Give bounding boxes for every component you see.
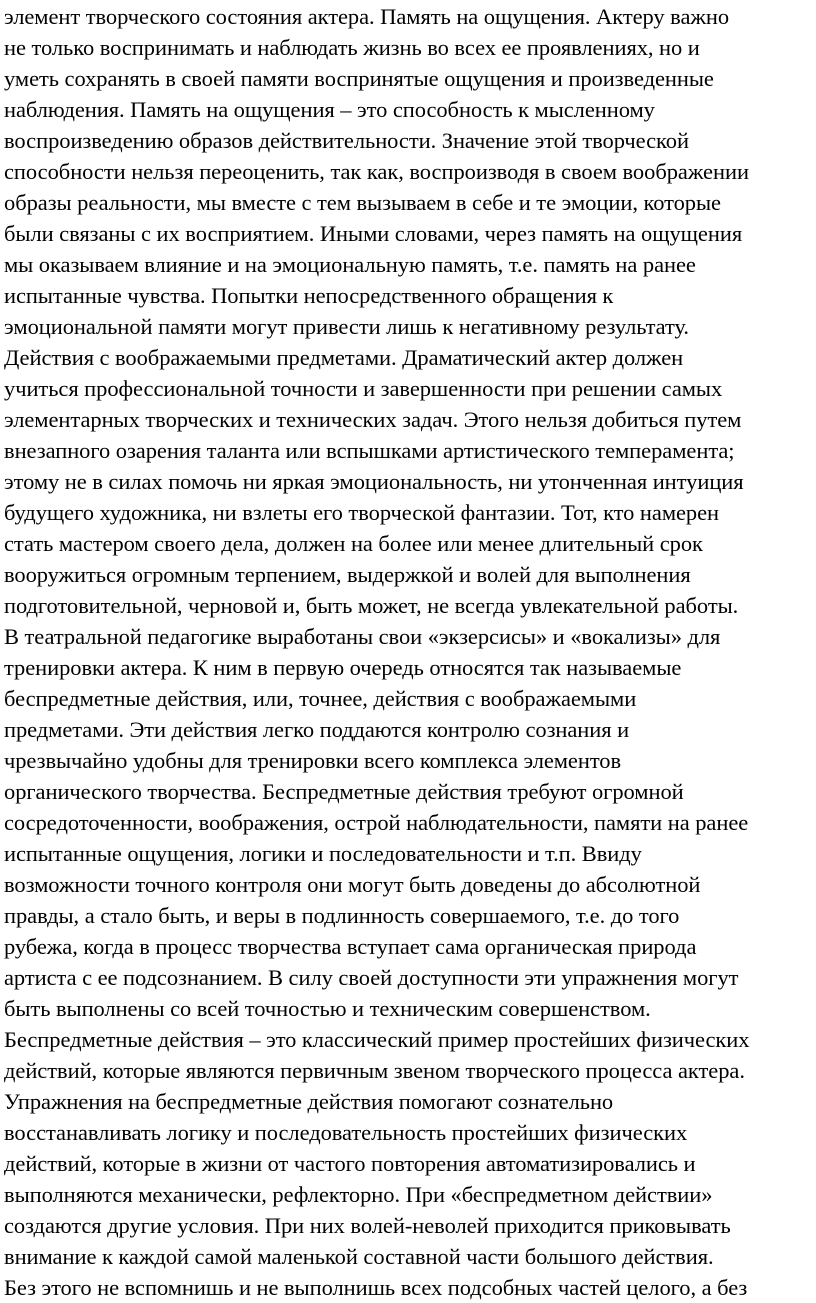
text-line: элементарных творческих и технических задач. Этого нельзя добиться путем [4,407,742,432]
text-line: действий, которые в жизни от частого повторения автоматизировались и [4,1151,696,1176]
text-line: артиста с ее подсознанием. В силу своей доступности эти упражнения могут [4,965,739,990]
text-line: рубежа, когда в процесс творчества вступает сама органическая природа [4,934,697,959]
text-line: этому не в силах помочь ни яркая эмоциональность, ни утонченная интуиция [4,469,744,494]
text-line: эмоциональной памяти могут привести лишь к негативному результату. [4,314,689,339]
text-line: внимание к каждой самой маленькой составной части большого действия. [4,1244,714,1269]
text-line: подготовительной, черновой и, быть может, не всегда увлекательной работы. [4,593,739,618]
text-line: испытанные чувства. Попытки непосредственного обращения к [4,283,614,308]
text-line: будущего художника, ни взлеты его творческой фантазии. Тот, кто намерен [4,500,720,525]
text-line: органического творчества. Беспредметные действия требуют огромной [4,779,684,804]
text-line: вооружиться огромным терпением, выдержкой и волей для выполнения [4,562,691,587]
text-line: предметами. Эти действия легко поддаются контролю сознания и [4,717,630,742]
text-line: не только воспринимать и наблюдать жизнь во всех ее проявлениях, но и [4,35,700,60]
text-line: восстанавливать логику и последовательность простейших физических [4,1120,688,1145]
text-line: правды, а стало быть, и веры в подлинность совершаемого, т.е. до того [4,903,680,928]
text-line: Беспредметные действия – это классический пример простейших физических [4,1027,750,1052]
text-line: Упражнения на беспредметные действия помогают сознательно [4,1089,614,1114]
text-line: возможности точного контроля они могут быть доведены до абсолютной [4,872,701,897]
text-line: мы оказываем влияние и на эмоциональную память, т.е. память на ранее [4,252,696,277]
text-line: действий, которые являются первичным звеном творческого процесса актера. [4,1058,745,1083]
text-line: сосредоточенности, воображения, острой наблюдательности, памяти на ранее [4,810,749,835]
text-line: испытанные ощущения, логики и последовательности и т.п. Ввиду [4,841,642,866]
text-line: создаются другие условия. При них волей-неволей приходится приковывать [4,1213,731,1238]
text-line: беспредметные действия, или, точнее, действия с воображаемыми [4,686,637,711]
body-text [4,1,816,1303]
text-line: стать мастером своего дела, должен на более или менее длительный срок [4,531,703,556]
text-line: воспроизведению образов действительности. Значение этой творческой [4,128,689,153]
text-line: образы реальности, мы вместе с тем вызываем в себе и те эмоции, которые [4,190,721,215]
text-line: элемент творческого состояния актера. Память на ощущения. Актеру важно [4,4,730,29]
text-line: учиться профессиональной точности и завершенности при решении самых [4,376,723,401]
text-line: уметь сохранять в своей памяти воспринятые ощущения и произведенные [4,66,714,91]
text-line: Без этого не вспомнишь и не выполнишь всех подсобных частей целого, а без [4,1275,748,1300]
text-line: В театральной педагогике выработаны свои «экзерсисы» и «вокализы» для [4,624,721,649]
text-line: наблюдения. Память на ощущения – это способность к мысленному [4,97,655,122]
text-line: были связаны с их восприятием. Иными словами, через память на ощущения [4,221,743,246]
text-line: чрезвычайно удобны для тренировки всего комплекса элементов [4,748,622,773]
text-line: внезапного озарения таланта или вспышками артистического темперамента; [4,438,735,463]
text-line: выполняются механически, рефлекторно. При «беспредметном действии» [4,1182,713,1207]
text-line: способности нельзя переоценить, так как, воспроизводя в своем воображении [4,159,749,184]
text-line: тренировки актера. К ним в первую очередь относятся так называемые [4,655,682,680]
text-line: Действия с воображаемыми предметами. Драматический актер должен [4,345,684,370]
text-line: быть выполнены со всей точностью и техническим совершенством. [4,996,651,1021]
